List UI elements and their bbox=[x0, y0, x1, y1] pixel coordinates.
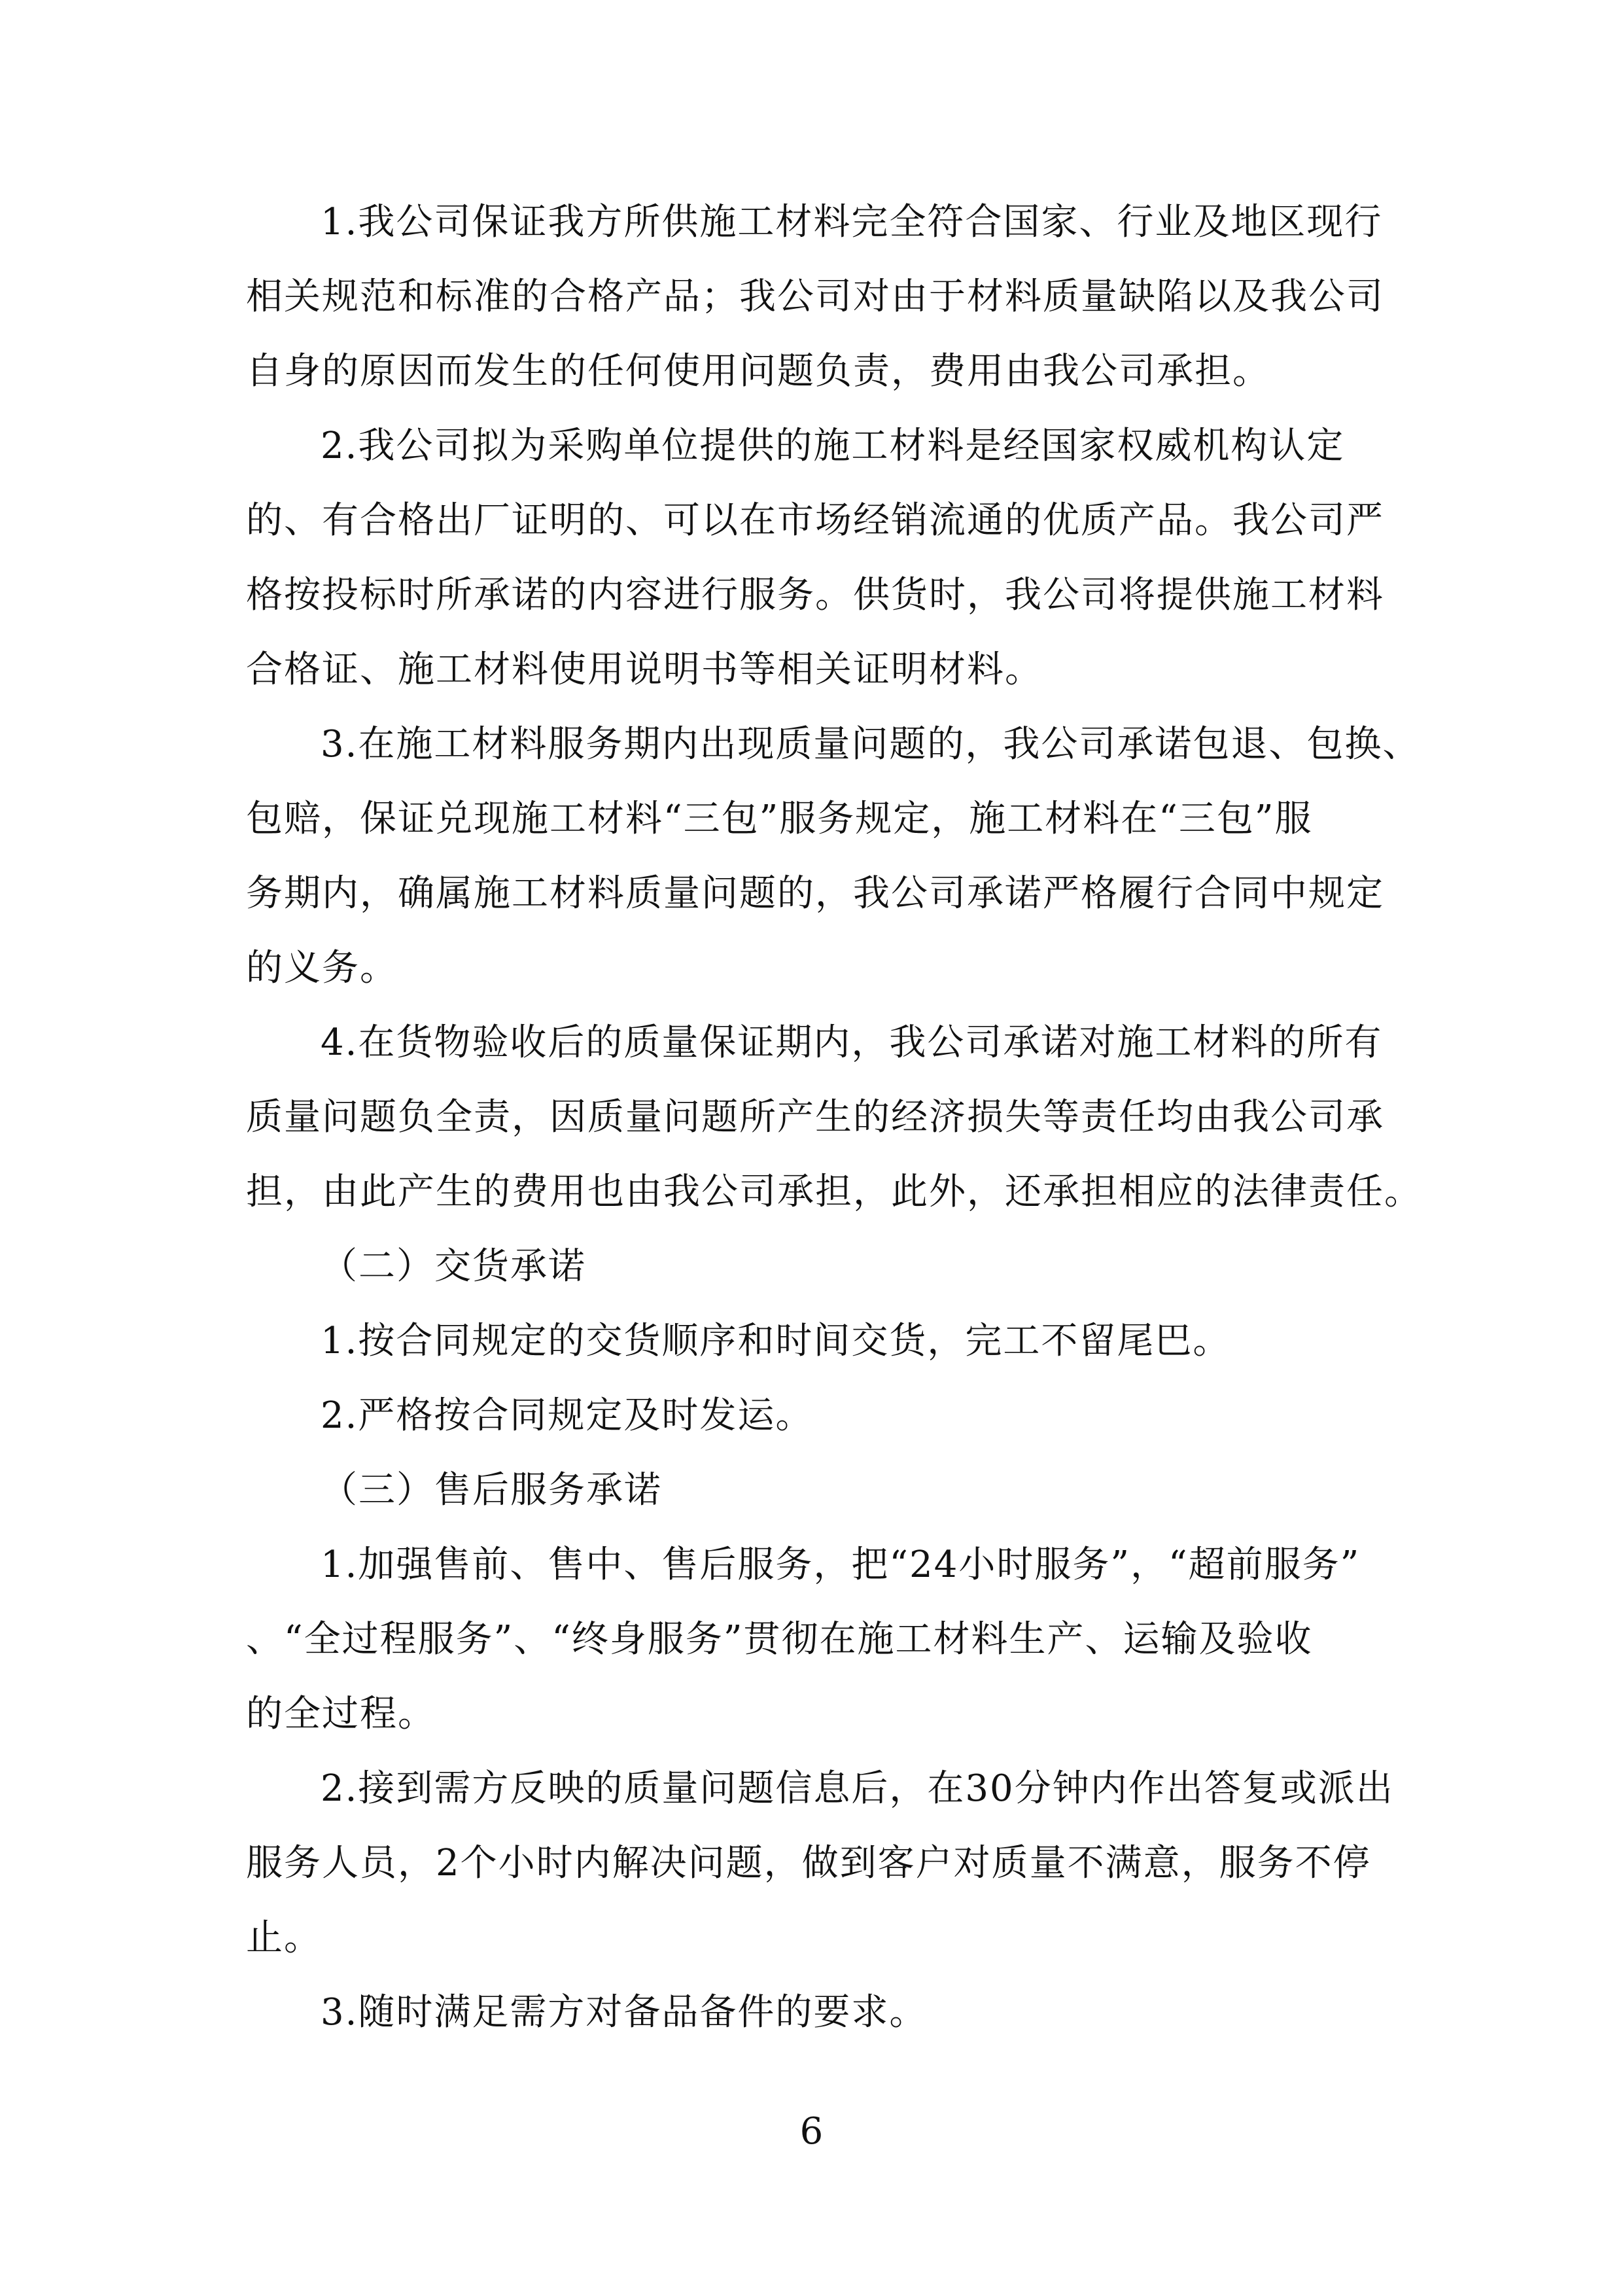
after-sales-item-2-line-3: 止。 bbox=[246, 1916, 322, 1959]
after-sales-item-1-line-3: 的全过程。 bbox=[246, 1693, 436, 1735]
paragraph-1-line-1: 1.我公司保证我方所供施工材料完全符合国家、行业及地区现行 bbox=[321, 201, 1383, 243]
paragraph-3-line-3: 务期内，确属施工材料质量问题的，我公司承诺严格履行合同中规定 bbox=[246, 872, 1384, 915]
delivery-item-2: 2.严格按合同规定及时发运。 bbox=[321, 1394, 814, 1437]
after-sales-item-1-line-2: 、“全过程服务”、“终身服务”贯彻在施工材料生产、运输及验收 bbox=[246, 1618, 1313, 1661]
after-sales-item-2-line-2: 服务人员，2个小时内解决问题，做到客户对质量不满意，服务不停 bbox=[246, 1842, 1371, 1884]
paragraph-3-line-4: 的义务。 bbox=[246, 947, 398, 989]
paragraph-3-line-1: 3.在施工材料服务期内出现质量问题的，我公司承诺包退、包换、 bbox=[321, 723, 1421, 766]
paragraph-2-line-2: 的、有合格出厂证明的、可以在市场经销流通的优质产品。我公司严 bbox=[246, 499, 1384, 542]
after-sales-item-3: 3.随时满足需方对备品备件的要求。 bbox=[321, 1991, 928, 2034]
section-heading-delivery: （二）交货承诺 bbox=[321, 1245, 586, 1288]
paragraph-4-line-2: 质量问题负全责，因质量问题所产生的经济损失等责任均由我公司承 bbox=[246, 1096, 1384, 1139]
paragraph-2-line-4: 合格证、施工材料使用说明书等相关证明材料。 bbox=[246, 648, 1043, 691]
after-sales-item-1-line-1: 1.加强售前、售中、售后服务，把“24小时服务”，“超前服务” bbox=[321, 1544, 1361, 1586]
section-heading-after-sales: （三）售后服务承诺 bbox=[321, 1469, 662, 1511]
after-sales-item-2-line-1: 2.接到需方反映的质量问题信息后，在30分钟内作出答复或派出 bbox=[321, 1767, 1394, 1810]
delivery-item-1: 1.按合同规定的交货顺序和时间交货，完工不留尾巴。 bbox=[321, 1320, 1231, 1362]
paragraph-4-line-1: 4.在货物验收后的质量保证期内，我公司承诺对施工材料的所有 bbox=[321, 1021, 1383, 1064]
paragraph-2-line-1: 2.我公司拟为采购单位提供的施工材料是经国家权威机构认定 bbox=[321, 425, 1345, 467]
paragraph-4-line-3: 担，由此产生的费用也由我公司承担，此外，还承担相应的法律责任。 bbox=[246, 1171, 1422, 1213]
paragraph-3-line-2: 包赔，保证兑现施工材料“三包”服务规定，施工材料在“三包”服 bbox=[246, 798, 1313, 840]
paragraph-1-line-2: 相关规范和标准的合格产品；我公司对由于材料质量缺陷以及我公司 bbox=[246, 275, 1384, 318]
page-number: 6 bbox=[799, 2110, 824, 2153]
paragraph-2-line-3: 格按投标时所承诺的内容进行服务。供货时，我公司将提供施工材料 bbox=[246, 574, 1384, 616]
paragraph-1-line-3: 自身的原因而发生的任何使用问题负责，费用由我公司承担。 bbox=[246, 350, 1270, 393]
